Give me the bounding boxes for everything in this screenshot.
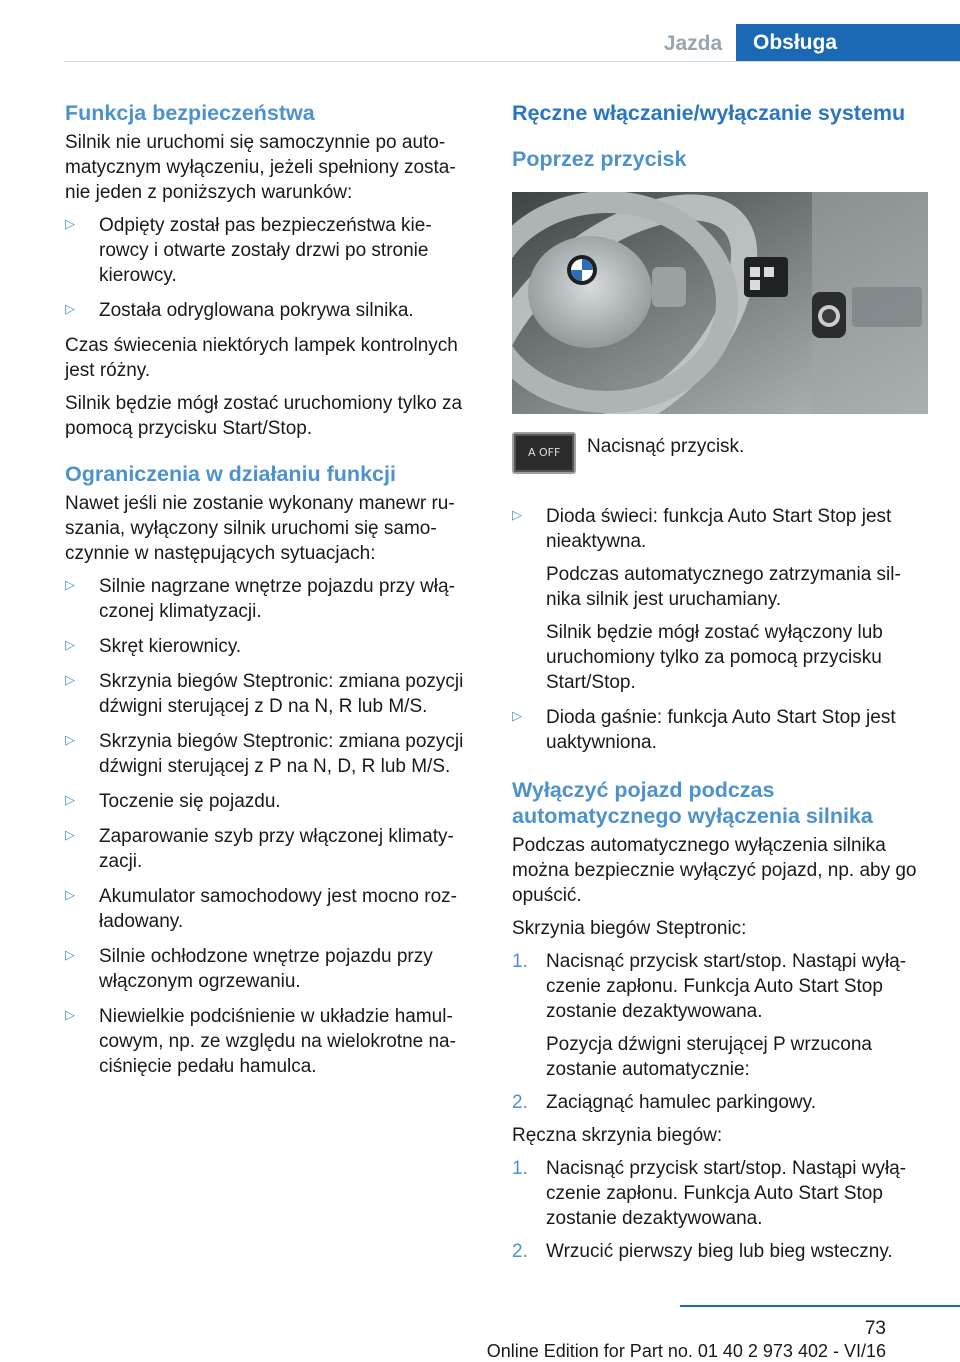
- triangle-bullet-icon: ▷: [65, 947, 75, 962]
- heading-switch-off-vehicle: Wyłączyć pojazd podczas automatycznego wyłączenia silnika: [512, 778, 873, 828]
- step-number: 2.: [512, 1092, 528, 1113]
- situations-list: [65, 574, 481, 1079]
- triangle-bullet-icon: ▷: [65, 887, 75, 902]
- list-item: ▷ Toczenie się pojazdu.: [65, 791, 281, 812]
- list-item: ▷ Dioda gaśnie: funkcja Auto Start Stop jest uaktywniona.: [512, 707, 896, 753]
- steering-wheel-photo: [512, 192, 928, 414]
- triangle-bullet-icon: ▷: [65, 1007, 75, 1022]
- page-number: 73: [864, 1318, 886, 1339]
- heading-limitations: Ograniczenia w działaniu funkcji: [65, 462, 396, 486]
- paragraph: Silnik będzie mógł zostać uruchomiony tylko za pomocą przycisku Start/Stop.: [65, 393, 463, 439]
- list-item: ▷ Odpięty został pas bezpieczeństwa kie‐rowcy i otwarte zostały drzwi po stronie kierowcy.: [65, 215, 432, 286]
- step-number: 2.: [512, 1241, 528, 1262]
- triangle-bullet-icon: ▷: [65, 301, 75, 316]
- heading-safety-function: Funkcja bezpieczeństwa: [65, 101, 315, 125]
- auto-start-stop-button-row: [512, 432, 932, 482]
- list-subparagraph: Pozycja dźwigni sterującej P wrzucona zostanie automatycznie:: [546, 1034, 872, 1080]
- left-column: [65, 100, 481, 1089]
- triangle-bullet-icon: ▷: [65, 827, 75, 842]
- conditions-list: [65, 213, 481, 323]
- edition-footer: Online Edition for Part no. 01 40 2 973 402 - VI/16: [486, 1341, 886, 1361]
- steptronic-steps: [512, 949, 932, 1115]
- section-tab-jazda[interactable]: Jazda: [663, 32, 723, 55]
- list-item: ▷ Skręt kierownicy.: [65, 636, 242, 657]
- chapter-tab-obsluga[interactable]: Obsługa: [736, 24, 960, 62]
- list-item: ▷ Dioda świeci: funkcja Auto Start Stop jest nieaktywna. Podczas automatycznego zatrzymania sil‐nika silnik jest uruchamiany. Silnik będzie mógł zostać wyłączony lub uruchomiony tylko za pomocą przycisku Start/Stop.: [512, 504, 932, 695]
- heading-manual-toggle: Ręczne włączanie/wyłączanie systemu: [512, 101, 906, 125]
- paragraph: Podczas automatycznego wyłączenia silnika można bezpiecznie wyłączyć pojazd, np. aby go opuścić.: [512, 835, 917, 906]
- list-item: ▷ Została odryglowana pokrywa silnika.: [65, 300, 414, 321]
- list-subparagraph: Podczas automatycznego zatrzymania sil‐nika silnik jest uruchamiany.: [546, 564, 901, 610]
- heading-via-button: Poprzez przycisk: [512, 147, 687, 171]
- page-header: [0, 0, 960, 62]
- list-item: ▷ Zaparowanie szyb przy włączonej klimaty‐zacji.: [65, 826, 454, 872]
- paragraph: Nawet jeśli nie zostanie wykonany manewr ru‐szania, wyłączony silnik uruchomi się samo‐czynnie w następujących sytuacjach:: [65, 493, 455, 564]
- list-item: 1. Nacisnąć przycisk start/stop. Nastąpi wyłą‐czenie zapłonu. Funkcja Auto Start Stop zostanie dezaktywowana. Pozycja dźwigni sterującej P wrzucona zostanie automatycznie:: [512, 949, 932, 1082]
- header-divider: [64, 61, 960, 62]
- triangle-bullet-icon: ▷: [65, 792, 75, 807]
- triangle-bullet-icon: ▷: [65, 732, 75, 747]
- button-instruction: Nacisnąć przycisk.: [587, 436, 745, 457]
- list-item: ▷ Skrzynia biegów Steptronic: zmiana pozycji dźwigni sterującej z P na N, D, R lub M/S.: [65, 731, 464, 777]
- list-item: ▷ Akumulator samochodowy jest mocno roz‐ładowany.: [65, 886, 457, 932]
- list-item: ▷ Silnie nagrzane wnętrze pojazdu przy włą‐czonej klimatyzacji.: [65, 576, 455, 622]
- paragraph: Silnik nie uruchomi się samoczynnie po auto‐matycznym wyłączeniu, jeżeli spełniony zosta‐nie jeden z poniższych warunków:: [65, 132, 456, 203]
- list-item: ▷ Niewielkie podciśnienie w układzie hamul‐cowym, np. ze względu na wielokrotne na‐ciśnięcie pedału hamulca.: [65, 1006, 456, 1077]
- paragraph: Ręczna skrzynia biegów:: [512, 1125, 723, 1146]
- triangle-bullet-icon: ▷: [65, 216, 75, 231]
- step-number: 1.: [512, 1158, 528, 1179]
- auto-start-stop-off-icon[interactable]: A OFF: [512, 432, 576, 474]
- list-item: 2. Zaciągnąć hamulec parkingowy.: [512, 1092, 817, 1113]
- triangle-bullet-icon: ▷: [65, 577, 75, 592]
- list-item: 2. Wrzucić pierwszy bieg lub bieg wsteczny.: [512, 1241, 893, 1262]
- paragraph: Skrzynia biegów Steptronic:: [512, 918, 747, 939]
- manual-gearbox-steps: [512, 1156, 932, 1264]
- triangle-bullet-icon: ▷: [512, 708, 522, 723]
- triangle-bullet-icon: ▷: [512, 507, 522, 522]
- triangle-bullet-icon: ▷: [65, 637, 75, 652]
- list-item: 1. Nacisnąć przycisk start/stop. Nastąpi wyłą‐czenie zapłonu. Funkcja Auto Start Stop zostanie dezaktywowana.: [512, 1158, 907, 1229]
- led-status-list: [512, 504, 932, 755]
- list-item: ▷ Silnie ochłodzone wnętrze pojazdu przy włączonym ogrzewaniu.: [65, 946, 433, 992]
- list-subparagraph: Silnik będzie mógł zostać wyłączony lub uruchomiony tylko za pomocą przycisku Start/Stop.: [546, 622, 883, 693]
- right-column: [512, 100, 932, 1272]
- paragraph: Czas świecenia niektórych lampek kontrolnych jest różny.: [65, 335, 458, 381]
- triangle-bullet-icon: ▷: [65, 672, 75, 687]
- footer-divider: [680, 1305, 960, 1307]
- step-number: 1.: [512, 951, 528, 972]
- list-item: ▷ Skrzynia biegów Steptronic: zmiana pozycji dźwigni sterującej z D na N, R lub M/S.: [65, 671, 464, 717]
